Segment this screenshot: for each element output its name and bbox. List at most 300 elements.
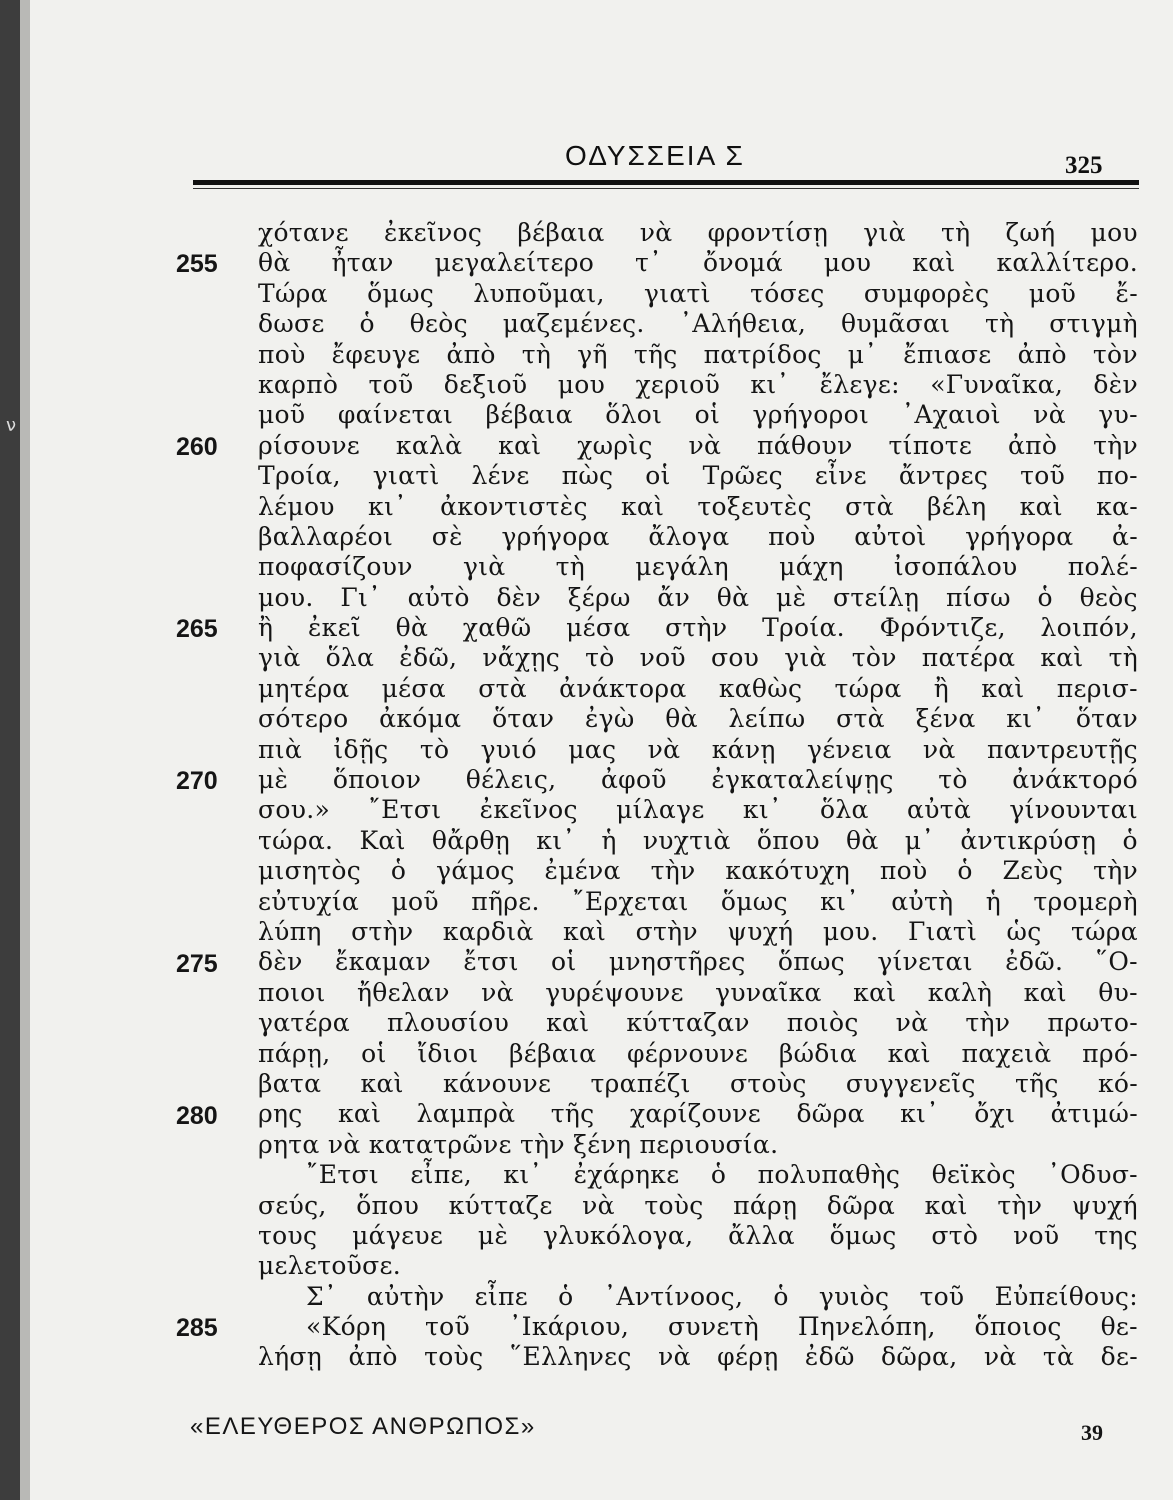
word: ἀπὸ	[446, 339, 496, 369]
word: λήσῃ	[258, 1342, 323, 1372]
word: τὸν	[1092, 339, 1138, 369]
word: στιγμὴ	[1049, 309, 1138, 339]
text-line	[258, 461, 1138, 491]
word: ἀκόμα	[379, 704, 462, 734]
word: χαρίζουνε	[629, 1099, 762, 1129]
word: ὁ	[558, 1281, 574, 1311]
word: πολέ-	[1067, 552, 1138, 582]
word: Εὐπείθους:	[994, 1281, 1138, 1311]
word: τὴν	[650, 856, 696, 886]
word: μὲ	[258, 765, 289, 795]
text-line	[258, 340, 1138, 370]
word: ἰσοπάλου	[893, 552, 1018, 582]
word: αὐτὸ	[407, 582, 470, 612]
word: καλὰ	[395, 430, 463, 460]
word: καὶ	[360, 1068, 404, 1098]
word: ᾽Οδυσ-	[1047, 1160, 1138, 1190]
word: κι᾽	[820, 886, 859, 916]
word: γιατὶ	[644, 278, 711, 308]
text-line	[258, 1039, 1138, 1069]
word: φροντίσῃ	[707, 218, 829, 247]
word: δεξιοῦ	[443, 369, 528, 399]
word: ῎Ετσι	[306, 1160, 379, 1190]
word: ὅποιον	[332, 765, 422, 795]
word: καὶ	[498, 430, 542, 460]
word: τὴ	[1108, 643, 1138, 673]
word: γυναῖκα	[715, 977, 822, 1007]
word: μαζεμένες.	[502, 309, 645, 339]
word: καὶ	[1023, 977, 1067, 1007]
word: τώρα.	[258, 825, 334, 855]
word: «Γυναῖκα,	[930, 369, 1064, 399]
word: στὰ	[836, 704, 885, 734]
line-number: 255	[176, 250, 218, 279]
word: ρητα	[258, 1129, 328, 1159]
word: δῶρα,	[881, 1342, 958, 1372]
word: θυ-	[1098, 977, 1138, 1007]
word: δε-	[1100, 1342, 1138, 1372]
word: πὼς	[561, 461, 614, 491]
word: πῆρε.	[471, 886, 540, 916]
word: γιατὶ	[372, 461, 440, 491]
word: καλὴ	[927, 977, 993, 1007]
text-line	[258, 279, 1138, 309]
word: πάρῃ,	[258, 1038, 331, 1068]
word: συγγενεῖς	[845, 1068, 976, 1098]
word: μ᾽	[904, 825, 935, 855]
word: ποὺ	[768, 521, 816, 551]
word: κύτταζε	[448, 1190, 553, 1220]
word: ὅταν	[492, 704, 555, 734]
word: ἐγὼ	[584, 704, 635, 734]
word: στὰ	[845, 491, 894, 521]
line-number: 280	[176, 1101, 218, 1130]
word: τ᾽	[635, 248, 662, 278]
word: ἐκεῖνος	[384, 218, 483, 247]
text-line	[258, 765, 1138, 795]
word: μοῦ	[258, 400, 306, 430]
sheet-number: 39	[1081, 1420, 1103, 1445]
word: καὶ	[620, 491, 665, 521]
word: ψυχή	[1071, 1190, 1138, 1220]
text-line	[258, 400, 1138, 430]
word: τραπέζι	[590, 1068, 691, 1098]
word: μέσα	[566, 613, 631, 643]
word: ποφασίζουν	[258, 552, 413, 582]
word: τὴν	[997, 1190, 1043, 1220]
word: περιουσία.	[639, 1129, 779, 1159]
word: ὅπου	[756, 825, 820, 855]
word: τοῦ	[425, 1312, 471, 1342]
word: εἶπε,	[410, 1160, 472, 1190]
word: ἀπὸ	[1007, 430, 1058, 460]
word: ὄχι	[974, 1099, 1016, 1129]
word: Τροία.	[762, 613, 845, 643]
word: πολυπαθὴς	[757, 1160, 901, 1190]
line-number: 285	[176, 1314, 218, 1343]
word: ἀπὸ	[348, 1342, 398, 1372]
word: ὅλα	[325, 643, 375, 673]
word: ὁ	[359, 309, 375, 339]
word: νὰ	[895, 1008, 929, 1038]
word: Ζεὺς	[1002, 856, 1064, 886]
word: ἀνάκτορα	[559, 673, 687, 703]
word: ἔπιασε	[903, 339, 992, 369]
header-rule	[193, 180, 1139, 185]
word: βέβαια	[517, 218, 605, 247]
text-line	[258, 856, 1138, 886]
word: μοῦ	[1028, 278, 1077, 308]
word: ὁ	[1037, 582, 1053, 612]
word: καὶ	[562, 916, 607, 946]
word: σου	[710, 643, 760, 673]
word: κάνουνε	[443, 1068, 552, 1098]
text-line	[258, 704, 1138, 734]
word: Τώρα	[258, 278, 328, 308]
word: λένε	[471, 461, 530, 491]
word: μάχη	[779, 552, 844, 582]
word: πάθουν	[757, 430, 853, 460]
word: τὴ	[521, 339, 552, 369]
word: ψυχή	[727, 916, 794, 946]
word: βέβαια	[509, 1038, 597, 1068]
word: θὰ	[665, 704, 698, 734]
binding-gutter	[0, 0, 20, 1500]
word: Πηνελόπη,	[797, 1312, 936, 1342]
word: τώρα	[1070, 916, 1138, 946]
word: ἦταν	[331, 248, 394, 278]
word: πίσω	[945, 582, 1011, 612]
word: Σ᾽	[306, 1281, 337, 1311]
word: ποιὸς	[786, 1008, 859, 1038]
text-line	[258, 917, 1138, 947]
word: ἄντρες	[898, 461, 989, 491]
word: χαθῶ	[462, 613, 532, 643]
word: μελετοῦσε.	[258, 1251, 402, 1281]
word: ἐχάρηκε	[573, 1160, 680, 1190]
word: οἱ	[645, 461, 671, 491]
word: πιὰ	[258, 734, 303, 764]
word: ὁ	[957, 856, 973, 886]
word: ἢ	[258, 613, 274, 643]
word: λαμπρὰ	[416, 1099, 516, 1129]
word: ἐγκαταλείψῃς	[711, 765, 894, 795]
word: πο-	[1097, 461, 1138, 491]
word: μ᾽	[847, 339, 878, 369]
poem-text	[258, 218, 1138, 1373]
word: ὅμως	[720, 886, 788, 916]
text-line	[258, 583, 1138, 613]
word: γυιό	[480, 734, 537, 764]
text-line	[258, 1008, 1138, 1038]
word: κι᾽	[900, 1099, 939, 1129]
text-line	[258, 1312, 1138, 1342]
word: ᾽Αντίνοος,	[603, 1281, 744, 1311]
text-line	[258, 613, 1138, 643]
word: ἔφευγε	[331, 339, 421, 369]
word: θεϊκὸς	[931, 1160, 1016, 1190]
text-line	[258, 1069, 1138, 1099]
word: ἐμένα	[544, 856, 621, 886]
word: σὲ	[431, 521, 463, 551]
word: θὰ	[716, 582, 750, 612]
word: στείλῃ	[832, 582, 920, 612]
word: αὐτὴν	[366, 1281, 445, 1311]
word: χεριοῦ	[635, 369, 721, 399]
word: τῆς	[550, 1099, 595, 1129]
word: θεὸς	[1079, 582, 1138, 612]
word: τῆς	[1014, 1068, 1059, 1098]
text-line	[258, 643, 1138, 673]
word: γίνεται	[877, 947, 973, 977]
word: δὲν	[1093, 369, 1138, 399]
word: τὸ	[585, 643, 615, 673]
word: βώδια	[778, 1038, 857, 1068]
word: μου	[557, 369, 606, 399]
word: ἰδῇς	[333, 734, 389, 764]
text-line	[258, 1221, 1138, 1251]
word: τὴν	[520, 1129, 574, 1159]
text-line	[258, 309, 1138, 339]
word: ὅμως	[829, 1220, 897, 1250]
word: νὰ	[658, 1342, 691, 1372]
word: πλουσίου	[387, 1008, 510, 1038]
word: γρήγορα	[501, 521, 610, 551]
word: οἱ	[361, 1038, 387, 1068]
word: γένεια	[807, 734, 892, 764]
word: νοῦ	[1013, 1220, 1060, 1250]
word: μέσα	[381, 673, 446, 703]
word: εἶνε	[814, 461, 867, 491]
word: τὴ	[940, 218, 971, 247]
word: ῎Ετσι	[368, 795, 442, 825]
publisher-footer: «ΕΛΕΥΘΕΡΟΣ ΑΝΘΡΩΠΟΣ»	[190, 1413, 536, 1440]
word: μάγευε	[352, 1220, 444, 1250]
word: ἀκοντιστὲς	[440, 491, 588, 521]
word: νοῦ	[639, 643, 686, 673]
text-line	[258, 674, 1138, 704]
text-line	[258, 1099, 1138, 1129]
word: ἀνάκτορό	[1012, 765, 1138, 795]
word: ὅλοι	[605, 400, 663, 430]
word: κάνῃ	[711, 734, 776, 764]
word: οἱ	[551, 947, 577, 977]
word: φέρνουνε	[626, 1038, 749, 1068]
word: γυρέψουνε	[545, 977, 684, 1007]
word: μεγάλη	[635, 552, 729, 582]
word: ἔ-	[1115, 278, 1138, 308]
word: καρπὸ	[258, 369, 339, 399]
word: ᾽Ικάριου,	[508, 1312, 630, 1342]
line-number: 270	[176, 767, 218, 796]
word: τὴ	[985, 309, 1015, 339]
text-line	[258, 795, 1138, 825]
word: ξένη	[573, 1129, 640, 1159]
word: λείπω	[728, 704, 806, 734]
word: καρδιὰ	[442, 916, 534, 946]
word: καὶ	[546, 1008, 590, 1038]
word: ἐκεῖ	[307, 613, 361, 643]
word: νὰ	[481, 977, 514, 1007]
word: ἀπὸ	[1017, 339, 1067, 369]
word: γλυκόλογα,	[543, 1220, 694, 1250]
word: γιὰ	[784, 643, 827, 673]
word: ἡ	[985, 886, 1002, 916]
word: σότερο	[258, 704, 349, 734]
word: ἀ-	[1112, 521, 1138, 551]
word: μοῦ	[391, 886, 439, 916]
word: Καὶ	[359, 825, 406, 855]
word: Γι᾽	[340, 582, 381, 612]
word: κι᾽	[536, 825, 576, 855]
word: τοῦ	[1020, 461, 1066, 491]
word: τὰ	[1042, 1342, 1075, 1372]
word: ἴδιοι	[417, 1038, 479, 1068]
word: ὅποιος	[974, 1312, 1062, 1342]
running-header-title: ΟΔΥΣΣΕΙΑ Σ	[565, 140, 745, 171]
word: φαίνεται	[337, 400, 454, 430]
word: κα-	[1096, 491, 1138, 521]
word: γιὰ	[863, 218, 906, 247]
word: ρίσουνε	[258, 430, 361, 460]
text-line	[258, 248, 1138, 278]
word: φέρῃ	[717, 1342, 779, 1372]
word: τοῦ	[368, 369, 414, 399]
word: βαλλαρέοι	[258, 521, 394, 551]
word: «Κόρη	[306, 1312, 387, 1342]
word: περισ-	[1056, 673, 1138, 703]
text-line	[258, 1191, 1138, 1221]
word: τρομερὴ	[1033, 886, 1138, 916]
word: στὸ	[931, 1220, 979, 1250]
word: καὶ	[1040, 643, 1084, 673]
word: αὐτὰ	[907, 795, 972, 825]
line-number: 275	[176, 949, 218, 978]
word: της	[1094, 1220, 1138, 1250]
word: αὐτὴ	[891, 886, 954, 916]
word: γατέρα	[258, 1008, 350, 1038]
word: ἄν	[657, 582, 691, 612]
word: χότανε	[258, 218, 349, 247]
word: λέμου	[258, 491, 335, 521]
word: νὰ	[639, 218, 673, 247]
word: συνετὴ	[667, 1312, 759, 1342]
word: καθὼς	[718, 673, 803, 703]
word: καὶ	[981, 673, 1025, 703]
word: μνηστῆρες	[608, 947, 746, 977]
word: μὲ	[477, 1220, 509, 1250]
word: ὅμως	[367, 278, 435, 308]
text-line	[258, 1160, 1138, 1190]
word: γιὰ	[462, 552, 506, 582]
word: κι᾽	[750, 369, 790, 399]
text-line	[258, 887, 1138, 917]
word: πατέρα	[921, 643, 1016, 673]
word: ὅπως	[777, 947, 845, 977]
word: εὐτυχία	[258, 886, 360, 916]
text-line	[258, 826, 1138, 856]
word: δωσε	[258, 309, 325, 339]
text-line	[258, 552, 1138, 582]
word: γυ-	[1098, 400, 1138, 430]
text-line	[258, 1251, 1138, 1281]
word: γρήγορα	[965, 521, 1074, 551]
word: ὡς	[1006, 916, 1042, 946]
word: τοὺς	[424, 1342, 484, 1372]
word: νὰ	[688, 430, 722, 460]
word: ῞Ο-	[1095, 947, 1138, 977]
word: λυποῦμαι,	[473, 278, 605, 308]
word: ποιοι	[258, 977, 326, 1007]
text-line	[258, 1282, 1138, 1312]
word: ἔτσι	[463, 947, 519, 977]
word: βατα	[258, 1068, 322, 1098]
word: ἔκαμαν	[334, 947, 431, 977]
word: ἄλλα	[728, 1220, 795, 1250]
word: σεύς,	[258, 1190, 327, 1220]
word: νὰ	[922, 734, 956, 764]
word: ἔλεγε:	[819, 369, 900, 399]
word: κι᾽	[503, 1160, 543, 1190]
text-line	[258, 492, 1138, 522]
header-rule-thin	[193, 188, 1139, 189]
word: ὄνομά	[702, 248, 783, 278]
word: Γιατὶ	[907, 916, 978, 946]
text-line	[258, 431, 1138, 461]
word: κατατρῶνε	[368, 1129, 521, 1159]
word: Τροία,	[258, 461, 341, 491]
page-number: 325	[1065, 152, 1103, 179]
word: δὲν	[258, 947, 303, 977]
word: τὴν	[1093, 856, 1138, 886]
word: ῞Ελληνες	[509, 1342, 632, 1372]
text-line	[258, 370, 1138, 400]
word: ξέρω	[567, 582, 631, 612]
word: μου.	[822, 916, 879, 946]
word: κι᾽	[1006, 704, 1046, 734]
word: κό-	[1097, 1068, 1138, 1098]
word: τίποτε	[888, 430, 973, 460]
binding-shadow	[20, 0, 30, 1500]
text-line	[258, 947, 1138, 977]
word: ἡ	[601, 825, 617, 855]
word: ῎Ερχεται	[572, 886, 689, 916]
word: συμφορὲς	[863, 278, 990, 308]
word: ἤθελαν	[357, 977, 450, 1007]
word: νὰ	[1033, 400, 1066, 430]
word: πρωτο-	[1047, 1008, 1138, 1038]
word: ᾽Αλήθεια,	[679, 309, 807, 339]
word: πατρίδος	[703, 339, 822, 369]
word: καὶ	[337, 1099, 382, 1129]
word: βέλη	[927, 491, 987, 521]
word: ἐδῶ	[804, 1342, 855, 1372]
word: τὴν	[965, 1008, 1011, 1038]
word: τους	[258, 1220, 318, 1250]
word: ξένα	[915, 704, 976, 734]
word: ὁ	[390, 856, 407, 886]
word: χωρὶς	[577, 430, 653, 460]
word: δῶρα	[826, 1190, 896, 1220]
word: θἄρθῃ	[431, 825, 511, 855]
word: μισητὸς	[258, 856, 362, 886]
word: καὶ	[853, 977, 897, 1007]
word: κύτταζαν	[626, 1008, 750, 1038]
word: ἀντικρύσῃ	[960, 825, 1097, 855]
word: τῆς	[633, 339, 678, 369]
word: οἱ	[694, 400, 721, 430]
word: αὐτοὶ	[854, 521, 927, 551]
